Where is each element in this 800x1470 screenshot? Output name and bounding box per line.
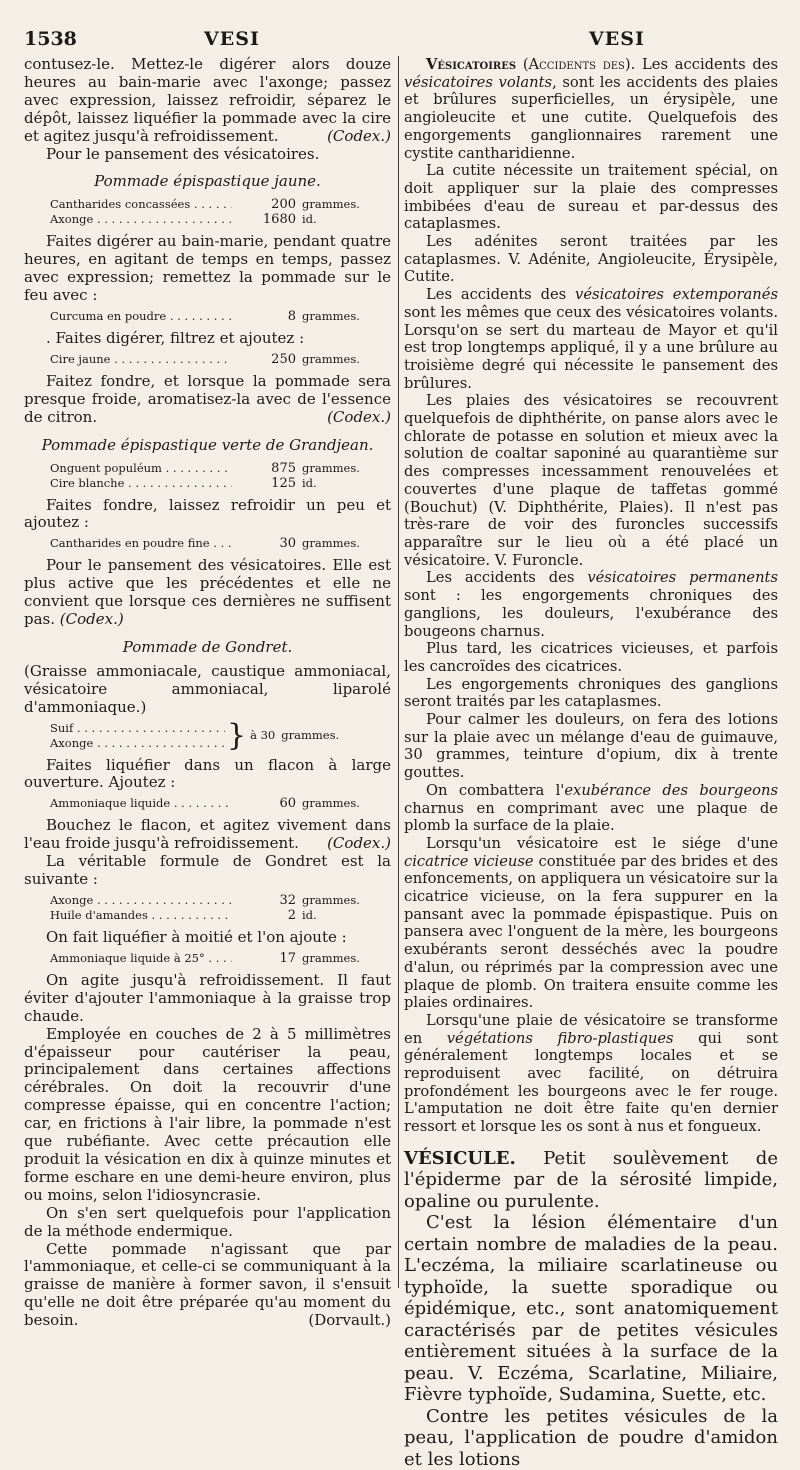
paragraph: Faites liquéfier dans un flacon à large ouverture. Ajoutez :: [24, 755, 391, 792]
recipe-row: Onguent populéum . . . 875 grammes.: [50, 461, 391, 476]
page-number: 1538: [24, 28, 77, 50]
recipe-title: Pommade de Gondret.: [122, 637, 293, 656]
paragraph: Pour le pansement des vésicatoires.: [46, 144, 320, 163]
recipe-unit: grammes.: [281, 728, 340, 743]
recipe-row: Axonge . . . 1680 id.: [50, 212, 391, 227]
paragraph: Pour le pansement des vésicatoires. Elle est plus active que les précédentes et elle ne convient que lorsque ces dernières ne suffisent pas. (Codex.): [24, 556, 391, 629]
recipe-row: Cantharides en poudre fine . . . 30 grammes.: [50, 536, 391, 551]
right-running-title: VESI: [589, 28, 645, 50]
recipe-row: Axonge . . . 32 grammes.: [50, 893, 391, 908]
recipe-title: Pommade épispastique jaune.: [94, 172, 321, 191]
paragraph: Plus tard, les cicatrices vicieuses, et parfois les cancroïdes des cicatrices.: [404, 640, 778, 675]
running-header: [24, 28, 782, 54]
paragraph: Les accidents des vésicatoires extemporanés sont les mêmes que ceux des vésicatoires volants. Lorsqu'on se sert du marteau de Mayor et qu'il est trop longtemps appliqué, il y a une brûlure au troisième degré qui nécessite le pansement des brûlures.: [404, 286, 778, 392]
paragraph: Les accidents des vésicatoires permanents sont : les engorgements chroniques des ganglions, les douleurs, l'exubérance des bougeons charnus.: [404, 569, 778, 640]
paragraph: On fait liquéfier à moitié et l'on ajoute :: [46, 928, 347, 946]
paragraph: La cutite nécessite un traitement spécial, on doit appliquer sur la plaie des compresses imbibées d'eau de sureau et par-dessus des cataplasmes.: [404, 162, 778, 233]
recipe-row: Cire blanche . . . 125 id.: [50, 476, 391, 491]
recipe-list: [50, 536, 391, 551]
paragraph: La véritable formule de Gondret est la suivante :: [24, 852, 391, 889]
recipe-qty: à 30: [250, 728, 276, 743]
recipe-list: [50, 197, 391, 227]
paragraph: Bouchez le flacon, et agitez vivement dans l'eau froide jusqu'à refroidissement. (Codex.): [24, 816, 391, 853]
recipe-row: Ammoniaque liquide à 25° . . . 17 grammes.: [50, 951, 391, 966]
paragraph: Faitez fondre, et lorsque la pommade sera presque froide, aromatisez-la avec de l'essence de citron. (Codex.): [24, 371, 391, 426]
paragraph: contusez-le. Mettez-le digérer alors douze heures au bain-marie avec l'axonge; passez avec expression, laissez refroidir, séparez le dépôt, laissez liquéfier la pommade avec la cire et agitez jusqu'à refroidissement. (Codex.): [24, 55, 391, 145]
entry-vesicule: [404, 1148, 778, 1470]
paragraph: Pour calmer les douleurs, on fera des lotions sur la plaie avec un mélange d'eau de guimauve, 30 grammes, teinture d'opium, dix à trente gouttes.: [404, 711, 778, 782]
right-column: [404, 56, 778, 1470]
paragraph: C'est la lésion élémentaire d'un certain nombre de maladies de la peau. L'eczéma, la miliaire scarlatineuse ou typhoïde, la suette sporadique ou épidémique, etc., sont anatomiquement caractérisés par de petites vésicules entièrement situées à la surface de la peau. V. Eczéma, Scarlatine, Miliaire, Fièvre typhoïde, Sudamina, Suette, etc.: [404, 1212, 778, 1406]
entry-heading: VÉSICULE. Petit soulèvement de l'épiderme par de la sérosité limpide, opaline ou purulente.: [404, 1147, 778, 1212]
paragraph: Les adénites seront traitées par les cataplasmes. V. Adénite, Angioleucite, Érysipèle, Cutite.: [404, 233, 778, 286]
entry-heading: Vésicatoires (Accidents des). Les accidents des vésicatoires volants, sont les accidents des plaies et brûlures superficielles, un érysipèle, une angioleucite et une cutite. Quelquefois des engorgements ganglionnaires rarement une cystite cantharidienne.: [404, 56, 779, 162]
paragraph: Faites fondre, laissez refroidir un peu et ajoutez :: [24, 495, 391, 532]
paragraph: Contre les petites vésicules de la peau, l'application de poudre d'amidon et les lotions: [404, 1405, 778, 1470]
recipe-list: [50, 893, 391, 923]
recipe-row: Ammoniaque liquide . . . 60 grammes.: [50, 796, 391, 811]
recipe-row: Huile d'amandes . . . 2 id.: [50, 908, 391, 923]
paragraph: . Faites digérer, filtrez et ajoutez :: [46, 328, 305, 347]
left-running-title: VESI: [204, 28, 260, 50]
recipe-name: Axonge . . .: [50, 736, 225, 751]
paragraph: On combattera l'exubérance des bourgeons charnus en comprimant avec une plaque de plomb la surface de la plaie.: [404, 781, 778, 835]
recipe-row: Cire jaune . . . 250 grammes.: [50, 352, 391, 367]
paragraph: Employée en couches de 2 à 5 millimètres d'épaisseur pour cautériser la peau, principalement dans certaines affections cérébrales. On doit la recouvrir d'une compresse épaisse, qui en concentre l'action; car, en frictions à l'air libre, la pommade n'est que rubéfiante. Avec cette précaution elle produit la vésication en dix à quinze minutes et forme eschare en une demi-heure environ, plus ou moins, selon l'idiosyncrasie.: [24, 1024, 391, 1204]
recipe-row: Curcuma en poudre . . . 8 grammes.: [50, 309, 391, 324]
recipe-name: Suif . . .: [50, 721, 225, 736]
brace-glyph: }: [227, 717, 247, 753]
left-column: [24, 56, 391, 1330]
paragraph: Faites digérer au bain-marie, pendant quatre heures, en agitant de temps en temps, passez avec expression; remettez la pommade sur le feu avec :: [24, 232, 391, 305]
recipe-list: [50, 951, 391, 966]
paragraph: On agite jusqu'à refroidissement. Il faut éviter d'ajouter l'ammoniaque à la graisse trop chaude.: [24, 970, 391, 1025]
paragraph: On s'en sert quelquefois pour l'application de la méthode endermique.: [24, 1203, 391, 1240]
paragraph: Lorsqu'un vésicatoire est le siége d'une cicatrice vicieuse constituée par des brides et des enfoncements, on appliquera un vésicatoire sur la cicatrice vicieuse, on la fera suppurer en la pansant avec la pommade épispastique. Puis on pansera avec l'onguent de la mère, les bourgeons exubérants seront desséchés avec la poudre d'alun, ou réprimés par la compression avec une plaque de plomb. On traitera ensuite comme les plaies ordinaires.: [404, 834, 778, 1012]
paragraph: Les plaies des vésicatoires se recouvrent quelquefois de diphthérite, on panse alors avec le chlorate de potasse en solution et mieux avec la solution de coaltar saponiné au quarantième sur des compresses incessamment renouvelées et couvertes d'une plaque de taffetas gommé (Bouchut) (V. Diphthérite, Plaies). Il n'est pas très-rare de voir des furoncles successifs apparaître sur le lieu où a été placé un vésicatoire. V. Furoncle.: [404, 392, 778, 569]
recipe-list: [50, 461, 391, 491]
recipe-brace-group: [50, 717, 391, 753]
column-divider: [398, 56, 399, 1288]
recipe-list: [50, 352, 391, 367]
paragraph: Les engorgements chroniques des ganglions seront traités par les cataplasmes.: [404, 675, 778, 711]
recipe-list: [50, 309, 391, 324]
recipe-title: Pommade épispastique verte de Grandjean.: [41, 435, 374, 454]
paragraph: Cette pommade n'agissant que par l'ammoniaque, et celle-ci se communiquant à la graisse de manière à former savon, il s'ensuit qu'elle ne doit être préparée qu'au moment du besoin. (Dorvault.): [24, 1239, 391, 1330]
paragraph: Lorsqu'une plaie de vésicatoire se transforme en végétations fibro-plastiques qui sont généralement longtemps locales et se reproduisent avec facilité, on détruira profondément les bourgeons avec le fer rouge. L'amputation ne doit être faite qu'en dernier ressort et lorsque les os sont à nus et fongueux.: [404, 1011, 778, 1136]
recipe-list: [50, 796, 391, 811]
recipe-row: Cantharides concassées . . . 200 grammes.: [50, 197, 391, 212]
paragraph: (Graisse ammoniacale, caustique ammoniacal, vésicatoire ammoniacal, liparolé d'ammoniaque.): [24, 661, 391, 716]
